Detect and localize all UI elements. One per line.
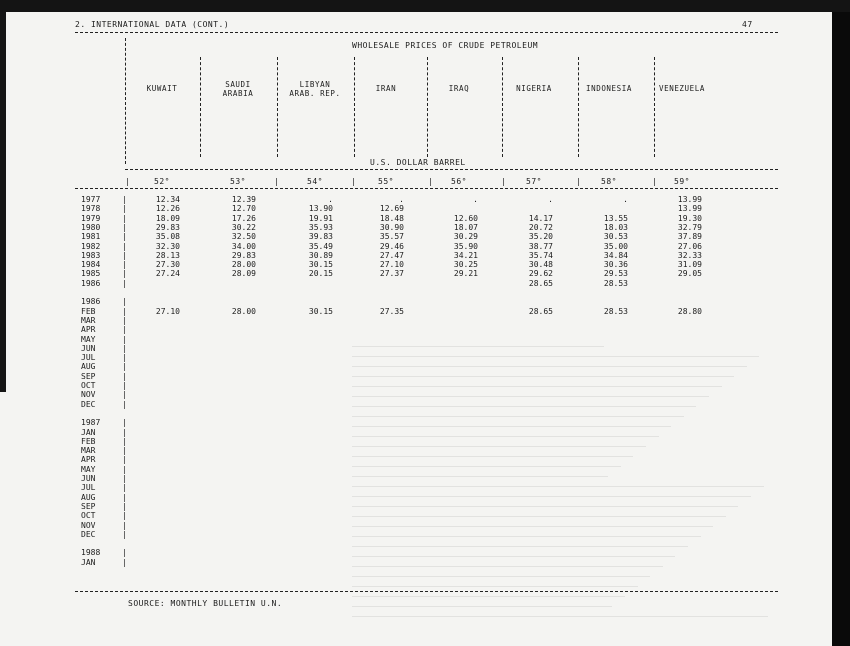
- row-label: MAY: [81, 334, 96, 344]
- cell-value: 30.29: [453, 232, 478, 242]
- row-label: NOV: [81, 390, 96, 400]
- cell-value: 17.26: [231, 213, 256, 223]
- row-label: OCT: [81, 511, 96, 521]
- row-label: 1986: [81, 297, 101, 307]
- row-label: AUG: [81, 362, 96, 372]
- cell-value: 30.25: [453, 260, 478, 270]
- row-separator: |: [122, 362, 128, 372]
- bleed-through-area: [352, 342, 772, 642]
- cell-value: 35.57: [379, 232, 404, 242]
- row-separator: |: [122, 325, 128, 335]
- cell-value: 30.15: [308, 306, 333, 316]
- code-separator: |: [428, 177, 434, 186]
- cell-value: 18.48: [379, 213, 404, 223]
- row-separator: |: [122, 269, 128, 279]
- page-spine: [0, 12, 22, 646]
- row-label: 1978: [81, 204, 101, 214]
- row-separator: |: [122, 464, 128, 474]
- row-separator: |: [122, 353, 128, 363]
- cell-value: 29.05: [677, 269, 702, 279]
- row-separator: |: [122, 371, 128, 381]
- row-label: JUN: [81, 474, 96, 483]
- bleed-line: [352, 526, 713, 527]
- column-header-4: IRAN: [375, 84, 397, 93]
- row-label: MAY: [81, 464, 96, 474]
- cell-value: 12.69: [379, 204, 404, 214]
- bleed-line: [352, 506, 738, 507]
- row-label: APR: [81, 325, 96, 335]
- bleed-line: [352, 366, 747, 367]
- cell-value: 13.99: [677, 204, 702, 214]
- cell-value: 28.65: [528, 306, 553, 316]
- cell-value: 32.50: [231, 232, 256, 242]
- cell-value: .: [399, 195, 404, 204]
- column-code-1: 52°: [154, 177, 170, 186]
- column-header-3: LIBYAN ARAB. REP.: [289, 80, 341, 98]
- column-code-7: 58°: [601, 177, 617, 186]
- cell-value: .: [473, 195, 478, 204]
- row-label: JAN: [81, 427, 96, 437]
- row-label: SEP: [81, 501, 96, 511]
- cell-value: 27.06: [677, 241, 702, 251]
- bleed-line: [352, 576, 650, 577]
- bleed-line: [352, 396, 709, 397]
- cell-value: 19.91: [308, 213, 333, 223]
- row-separator: |: [122, 446, 128, 456]
- unit-label: U.S. DOLLAR BARREL: [370, 158, 466, 167]
- cell-value: 27.24: [155, 269, 180, 279]
- rule-bottom: [75, 591, 778, 592]
- row-separator: |: [122, 390, 128, 400]
- divider-6: [502, 57, 503, 157]
- row-separator: |: [122, 222, 128, 232]
- column-code-6: 57°: [526, 177, 542, 186]
- bleed-line: [352, 456, 633, 457]
- cell-value: 35.00: [603, 241, 628, 251]
- column-code-2: 53°: [230, 177, 246, 186]
- bleed-line: [352, 566, 663, 567]
- row-label: JUN: [81, 343, 96, 353]
- bleed-line: [352, 476, 608, 477]
- bleed-line: [352, 466, 621, 467]
- code-separator: |: [501, 177, 507, 186]
- cell-value: 27.10: [379, 260, 404, 270]
- cell-value: 34.84: [603, 250, 628, 260]
- cell-value: 30.15: [308, 260, 333, 270]
- row-separator: |: [122, 399, 128, 409]
- cell-value: 35.49: [308, 241, 333, 251]
- cell-value: 18.07: [453, 222, 478, 232]
- bleed-line: [352, 586, 638, 587]
- column-header-7: INDONESIA: [585, 84, 633, 93]
- row-separator: |: [122, 474, 128, 483]
- row-separator: |: [122, 501, 128, 511]
- cell-value: 30.48: [528, 260, 553, 270]
- row-label: APR: [81, 455, 96, 465]
- cell-value: 35.20: [528, 232, 553, 242]
- row-label: FEB: [81, 436, 96, 446]
- row-label: OCT: [81, 381, 96, 390]
- cell-value: 12.39: [231, 195, 256, 204]
- cell-value: 28.13: [155, 250, 180, 260]
- column-code-8: 59°: [674, 177, 690, 186]
- cell-value: 38.77: [528, 241, 553, 251]
- row-label: 1977: [81, 195, 101, 204]
- cell-value: 12.34: [155, 195, 180, 204]
- bleed-line: [352, 486, 764, 487]
- bleed-line: [352, 596, 625, 597]
- row-separator: |: [122, 511, 128, 521]
- bleed-line: [352, 426, 671, 427]
- column-header-6: NIGERIA: [516, 84, 552, 93]
- column-header-5: IRAQ: [448, 84, 470, 93]
- divider-2: [200, 57, 201, 157]
- row-separator: |: [122, 204, 128, 214]
- row-label: SEP: [81, 371, 96, 381]
- bleed-line: [352, 606, 612, 607]
- column-header-8: VENEZUELA: [658, 84, 706, 93]
- row-label: 1984: [81, 260, 101, 270]
- cell-value: 28.09: [231, 269, 256, 279]
- code-separator: |: [125, 177, 131, 186]
- row-label: 1987: [81, 418, 101, 428]
- cell-value: 20.72: [528, 222, 553, 232]
- cell-value: 37.89: [677, 232, 702, 242]
- row-separator: |: [122, 418, 128, 428]
- row-label: 1985: [81, 269, 101, 279]
- row-label: 1981: [81, 232, 101, 242]
- divider-4: [354, 57, 355, 157]
- cell-value: 28.00: [231, 260, 256, 270]
- cell-value: 29.21: [453, 269, 478, 279]
- row-label: DEC: [81, 399, 96, 409]
- column-code-5: 56°: [451, 177, 467, 186]
- row-separator: |: [122, 548, 128, 558]
- row-separator: |: [122, 315, 128, 325]
- cell-value: 29.46: [379, 241, 404, 251]
- cell-value: .: [623, 195, 628, 204]
- rule-unit: [125, 169, 778, 170]
- code-separator: |: [351, 177, 357, 186]
- code-separator: |: [652, 177, 658, 186]
- cell-value: 27.10: [155, 306, 180, 316]
- cell-value: 30.53: [603, 232, 628, 242]
- cell-value: 27.30: [155, 260, 180, 270]
- cell-value: 28.80: [677, 306, 702, 316]
- column-header-1: KUWAIT: [146, 84, 178, 93]
- cell-value: 13.55: [603, 213, 628, 223]
- cell-value: 28.65: [528, 278, 553, 288]
- scan-edge: [832, 12, 850, 646]
- cell-value: 12.70: [231, 204, 256, 214]
- divider-3: [277, 57, 278, 157]
- bleed-line: [352, 546, 688, 547]
- cell-value: 18.09: [155, 213, 180, 223]
- cell-value: 20.15: [308, 269, 333, 279]
- cell-value: 13.90: [308, 204, 333, 214]
- row-label: 1982: [81, 241, 101, 251]
- row-separator: |: [122, 436, 128, 446]
- cell-value: 29.83: [155, 222, 180, 232]
- bleed-line: [352, 346, 604, 347]
- cell-value: 29.83: [231, 250, 256, 260]
- cell-value: 19.30: [677, 213, 702, 223]
- cell-value: 28.53: [603, 278, 628, 288]
- bleed-line: [352, 406, 696, 407]
- cell-value: 30.89: [308, 250, 333, 260]
- row-separator: |: [122, 297, 128, 307]
- row-separator: |: [122, 557, 128, 567]
- rule-header-bottom: [75, 188, 778, 189]
- row-separator: |: [122, 250, 128, 260]
- row-label: MAR: [81, 315, 96, 325]
- row-separator: |: [122, 343, 128, 353]
- cell-value: 34.21: [453, 250, 478, 260]
- cell-value: 29.53: [603, 269, 628, 279]
- cell-value: 14.17: [528, 213, 553, 223]
- bleed-line: [352, 386, 722, 387]
- row-label: 1979: [81, 213, 101, 223]
- cell-value: 34.00: [231, 241, 256, 251]
- cell-value: 18.03: [603, 222, 628, 232]
- page-number: 47: [742, 20, 753, 29]
- divider-1: [125, 38, 126, 164]
- cell-value: 30.36: [603, 260, 628, 270]
- row-label: DEC: [81, 529, 96, 539]
- cell-value: 30.90: [379, 222, 404, 232]
- cell-value: 31.09: [677, 260, 702, 270]
- bleed-line: [352, 556, 675, 557]
- divider-5: [427, 57, 428, 157]
- row-separator: |: [122, 381, 128, 390]
- cell-value: 27.35: [379, 306, 404, 316]
- row-separator: |: [122, 278, 128, 288]
- row-label: FEB: [81, 306, 96, 316]
- row-label: JUL: [81, 483, 96, 493]
- document-page: [22, 12, 832, 646]
- cell-value: .: [548, 195, 553, 204]
- cell-value: 27.37: [379, 269, 404, 279]
- bleed-line: [352, 616, 768, 617]
- row-label: JUL: [81, 353, 96, 363]
- bleed-line: [352, 356, 759, 357]
- code-separator: |: [274, 177, 280, 186]
- cell-value: 35.90: [453, 241, 478, 251]
- row-label: MAR: [81, 446, 96, 456]
- row-separator: |: [122, 232, 128, 242]
- cell-value: 35.93: [308, 222, 333, 232]
- row-separator: |: [122, 427, 128, 437]
- code-separator: |: [576, 177, 582, 186]
- row-separator: |: [122, 455, 128, 465]
- cell-value: 35.08: [155, 232, 180, 242]
- cell-value: 39.83: [308, 232, 333, 242]
- row-separator: |: [122, 520, 128, 530]
- cell-value: 32.30: [155, 241, 180, 251]
- column-code-3: 54°: [307, 177, 323, 186]
- cell-value: 30.22: [231, 222, 256, 232]
- divider-7: [578, 57, 579, 157]
- bleed-line: [352, 376, 734, 377]
- row-label: AUG: [81, 492, 96, 502]
- bleed-line: [352, 446, 646, 447]
- row-label: 1988: [81, 548, 101, 558]
- bleed-line: [352, 416, 684, 417]
- row-label: 1983: [81, 250, 101, 260]
- cell-value: 29.62: [528, 269, 553, 279]
- row-separator: |: [122, 492, 128, 502]
- divider-8: [654, 57, 655, 157]
- row-label: 1986: [81, 278, 101, 288]
- source-note: SOURCE: MONTHLY BULLETIN U.N.: [128, 599, 283, 608]
- row-separator: |: [122, 334, 128, 344]
- cell-value: 27.47: [379, 250, 404, 260]
- column-header-2: SAUDI ARABIA: [222, 80, 254, 98]
- bleed-line: [352, 496, 751, 497]
- row-separator: |: [122, 529, 128, 539]
- row-separator: |: [122, 213, 128, 223]
- row-separator: |: [122, 195, 128, 204]
- row-separator: |: [122, 260, 128, 270]
- bleed-line: [352, 516, 726, 517]
- cell-value: 12.60: [453, 213, 478, 223]
- cell-value: 28.53: [603, 306, 628, 316]
- row-separator: |: [122, 483, 128, 493]
- column-code-4: 55°: [378, 177, 394, 186]
- row-label: 1980: [81, 222, 101, 232]
- rule-top: [75, 32, 778, 33]
- cell-value: 32.79: [677, 222, 702, 232]
- table-title: WHOLESALE PRICES OF CRUDE PETROLEUM: [352, 41, 539, 50]
- section-header: 2. INTERNATIONAL DATA (CONT.): [75, 20, 230, 29]
- row-label: JAN: [81, 557, 96, 567]
- bleed-line: [352, 536, 701, 537]
- cell-value: 28.00: [231, 306, 256, 316]
- cell-value: .: [328, 195, 333, 204]
- cell-value: 13.99: [677, 195, 702, 204]
- row-separator: |: [122, 241, 128, 251]
- cell-value: 35.74: [528, 250, 553, 260]
- row-label: NOV: [81, 520, 96, 530]
- cell-value: 12.26: [155, 204, 180, 214]
- bleed-line: [352, 436, 659, 437]
- cell-value: 32.33: [677, 250, 702, 260]
- row-separator: |: [122, 306, 128, 316]
